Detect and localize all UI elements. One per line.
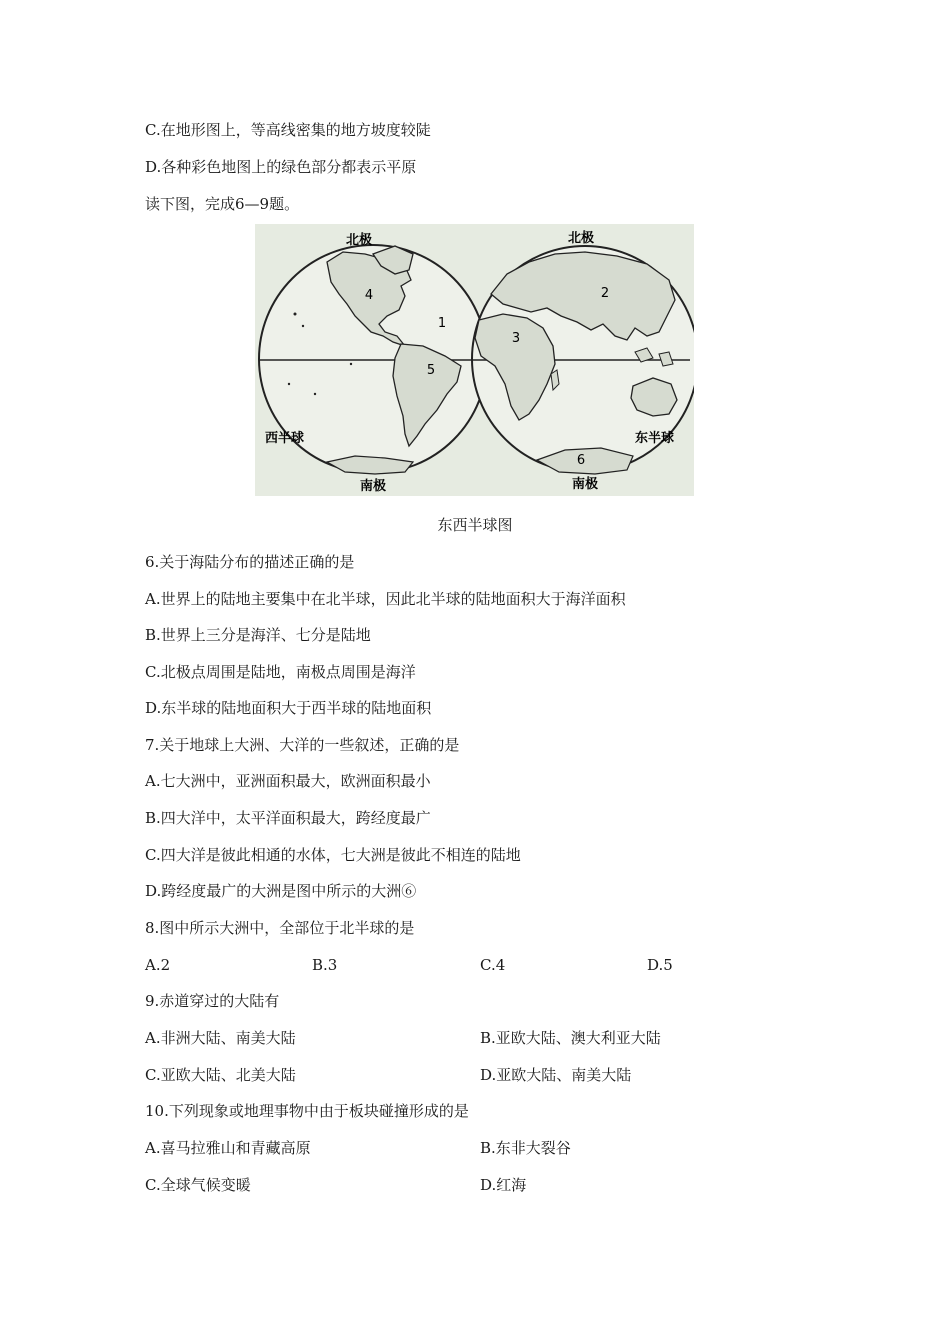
map-number-1: 1 xyxy=(437,316,447,331)
question-6-option-c: C.北极点周围是陆地，南极点周围是海洋 xyxy=(145,663,416,681)
map-number-2: 2 xyxy=(600,286,610,301)
question-8-option-d: D.5 xyxy=(647,956,673,974)
question-10-option-a: A.喜马拉雅山和青藏高原 xyxy=(145,1139,311,1157)
question-8-option-c: C.4 xyxy=(480,956,506,974)
west-hemisphere-label: 西半球 xyxy=(265,431,305,446)
west-south-pole-label: 南极 xyxy=(359,479,387,494)
question-6-option-d: D.东半球的陆地面积大于西半球的陆地面积 xyxy=(145,699,432,717)
question-10-option-b: B.东非大裂谷 xyxy=(480,1139,571,1157)
question-8-stem: 8.图中所示大洲中，全部位于北半球的是 xyxy=(145,919,415,937)
map-caption: 东西半球图 xyxy=(437,516,513,534)
question-10-stem: 10.下列现象或地理事物中由于板块碰撞形成的是 xyxy=(145,1102,469,1120)
east-south-pole-label: 南极 xyxy=(571,477,599,492)
question-6-option-a: A.世界上的陆地主要集中在北半球，因此北半球的陆地面积大于海洋面积 xyxy=(145,590,626,608)
east-north-pole-label: 北极 xyxy=(567,231,595,246)
australia-landmass xyxy=(631,378,677,416)
question-8-option-a: A.2 xyxy=(145,956,171,974)
map-number-5: 5 xyxy=(426,363,436,378)
hemisphere-map xyxy=(255,224,694,496)
east-hemisphere-label: 东半球 xyxy=(635,431,675,446)
intro-text: 读下图，完成6—9题。 xyxy=(145,195,300,213)
option-c-prev: C.在地形图上，等高线密集的地方坡度较陡 xyxy=(145,121,431,139)
question-7-option-b: B.四大洋中，太平洋面积最大，跨经度最广 xyxy=(145,809,431,827)
question-9-option-d: D.亚欧大陆、南美大陆 xyxy=(480,1066,632,1084)
question-10-option-d: D.红海 xyxy=(480,1176,527,1194)
question-7-option-a: A.七大洲中，亚洲面积最大，欧洲面积最小 xyxy=(145,772,431,790)
question-8-option-b: B.3 xyxy=(312,956,338,974)
question-9-stem: 9.赤道穿过的大陆有 xyxy=(145,992,280,1010)
question-7-stem: 7.关于地球上大洲、大洋的一些叙述，正确的是 xyxy=(145,736,460,754)
question-9-option-c: C.亚欧大陆、北美大陆 xyxy=(145,1066,296,1084)
question-10-option-c: C.全球气候变暖 xyxy=(145,1176,251,1194)
question-7-option-c: C.四大洋是彼此相通的水体，七大洲是彼此不相连的陆地 xyxy=(145,846,521,864)
question-9-option-a: A.非洲大陆、南美大陆 xyxy=(145,1029,296,1047)
question-9-option-b: B.亚欧大陆、澳大利亚大陆 xyxy=(480,1029,661,1047)
question-6-stem: 6.关于海陆分布的描述正确的是 xyxy=(145,553,355,571)
map-number-4: 4 xyxy=(364,288,374,303)
west-north-pole-label: 北极 xyxy=(345,233,373,248)
option-d-prev: D.各种彩色地图上的绿色部分都表示平原 xyxy=(145,158,417,176)
map-number-3: 3 xyxy=(511,331,521,346)
map-number-6: 6 xyxy=(576,453,586,468)
question-7-option-d: D.跨经度最广的大洲是图中所示的大洲⑥ xyxy=(145,882,417,900)
question-6-option-b: B.世界上三分是海洋、七分是陆地 xyxy=(145,626,371,644)
